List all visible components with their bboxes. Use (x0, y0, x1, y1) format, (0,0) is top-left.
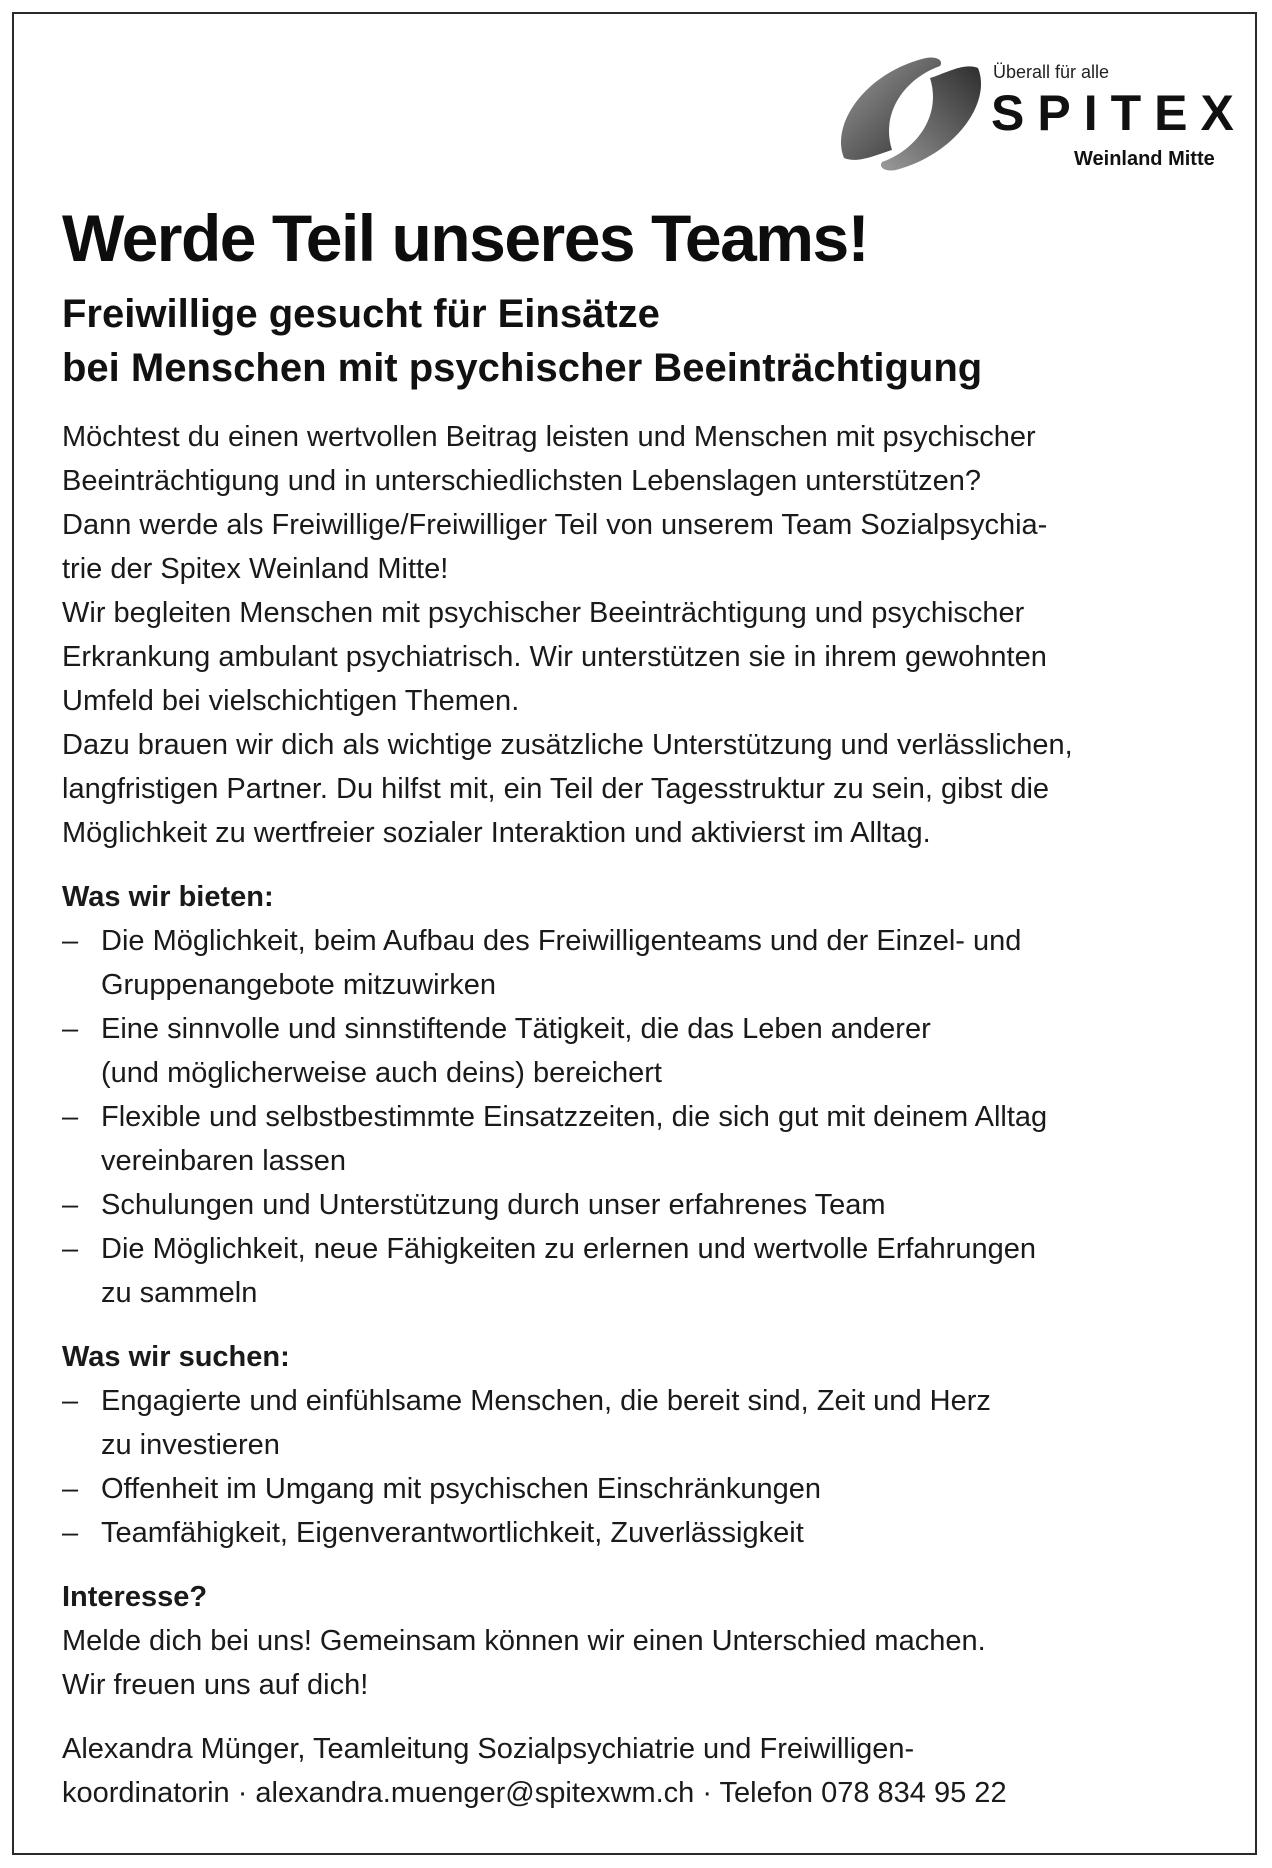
dash-bullet: – (62, 925, 79, 957)
headline: Werde Teil unseres Teams! (62, 201, 869, 275)
list-item (62, 1379, 1242, 1467)
list-item-line: Schulungen und Unterstützung durch unser erfahrenes Team (101, 1189, 886, 1221)
list-item-line: zu sammeln (101, 1277, 258, 1309)
subheadline (62, 287, 1242, 395)
intro-line: Dazu brauen wir dich als wichtige zusätzliche Unterstützung und verlässlichen, (62, 729, 1073, 761)
list-item-line: Die Möglichkeit, neue Fähigkeiten zu erlernen und wertvolle Erfahrungen (101, 1233, 1036, 1265)
list-item-line: (und möglicherweise auch deins) bereichert (101, 1057, 662, 1089)
list-item (62, 1467, 1242, 1511)
logo-region: Weinland Mitte (1074, 148, 1215, 170)
intro-line: langfristigen Partner. Du hilfst mit, ein Teil der Tagesstruktur zu sein, gibst die (62, 773, 1050, 805)
offer-title: Was wir bieten: (62, 881, 274, 913)
intro-line: Wir begleiten Menschen mit psychischer Beeinträchtigung und psychischer (62, 597, 1025, 629)
logo-brand: SPITEX (991, 85, 1247, 141)
dash-bullet: – (62, 1101, 79, 1133)
swoosh-s-logo-icon (836, 54, 986, 174)
list-item-line: Die Möglichkeit, beim Aufbau des Freiwilligenteams und der Einzel- und (101, 925, 1022, 957)
list-item-line: zu investieren (101, 1429, 280, 1461)
dash-bullet: – (62, 1473, 79, 1505)
intro-line: trie der Spitex Weinland Mitte! (62, 553, 449, 585)
list-item (62, 1007, 1242, 1095)
list-item-line: Eine sinnvolle und sinnstiftende Tätigkeit, die das Leben anderer (101, 1013, 931, 1045)
seek-list (62, 1379, 1242, 1555)
subheadline-line-1: Freiwillige gesucht für Einsätze (62, 292, 660, 336)
ad-frame (12, 12, 1257, 1855)
list-item (62, 1095, 1242, 1183)
intro-line: Umfeld bei vielschichtigen Themen. (62, 685, 520, 717)
list-item-line: vereinbaren lassen (101, 1145, 347, 1177)
subheadline-line-2: bei Menschen mit psychischer Beeinträchtigung (62, 346, 983, 390)
dash-bullet: – (62, 1013, 79, 1045)
dash-bullet: – (62, 1517, 79, 1549)
dash-bullet: – (62, 1385, 79, 1417)
spitex-logo (836, 54, 1246, 174)
list-item (62, 919, 1242, 1007)
contact-line-2: koordinatorin · alexandra.muenger@spitexwm.ch · Telefon 078 834 95 22 (62, 1777, 1007, 1809)
offer-list (62, 919, 1242, 1315)
dash-bullet: – (62, 1189, 79, 1221)
interest-line-2: Wir freuen uns auf dich! (62, 1669, 369, 1701)
list-item-line: Teamfähigkeit, Eigenverantwortlichkeit, Zuverlässigkeit (101, 1517, 804, 1549)
dash-bullet: – (62, 1233, 79, 1265)
ad-content (62, 199, 1242, 1815)
interest-title: Interesse? (62, 1581, 208, 1613)
list-item-line: Engagierte und einfühlsame Menschen, die bereit sind, Zeit und Herz (101, 1385, 991, 1417)
intro-line: Möchtest du einen wertvollen Beitrag leisten und Menschen mit psychischer (62, 421, 1036, 453)
interest-line-1: Melde dich bei uns! Gemeinsam können wir einen Unterschied machen. (62, 1625, 986, 1657)
contact-line-1: Alexandra Münger, Teamleitung Sozialpsychiatrie und Freiwilligen- (62, 1733, 915, 1765)
intro-line: Möglichkeit zu wertfreier sozialer Interaktion und aktivierst im Alltag. (62, 817, 931, 849)
intro-paragraph (62, 415, 1242, 855)
intro-line: Dann werde als Freiwillige/Freiwilliger Teil von unserem Team Sozialpsychia- (62, 509, 1048, 541)
list-item (62, 1511, 1242, 1555)
intro-line: Beeinträchtigung und in unterschiedlichsten Lebenslagen unterstützen? (62, 465, 981, 497)
list-item (62, 1227, 1242, 1315)
list-item-line: Flexible und selbstbestimmte Einsatzzeiten, die sich gut mit deinem Alltag (101, 1101, 1048, 1133)
list-item-line: Gruppenangebote mitzuwirken (101, 969, 496, 1001)
intro-line: Erkrankung ambulant psychiatrisch. Wir unterstützen sie in ihrem gewohnten (62, 641, 1047, 673)
list-item-line: Offenheit im Umgang mit psychischen Einschränkungen (101, 1473, 822, 1505)
contact-block (62, 1727, 1242, 1815)
seek-title: Was wir suchen: (62, 1341, 290, 1373)
list-item (62, 1183, 1242, 1227)
logo-tagline: Überall für alle (993, 62, 1110, 82)
